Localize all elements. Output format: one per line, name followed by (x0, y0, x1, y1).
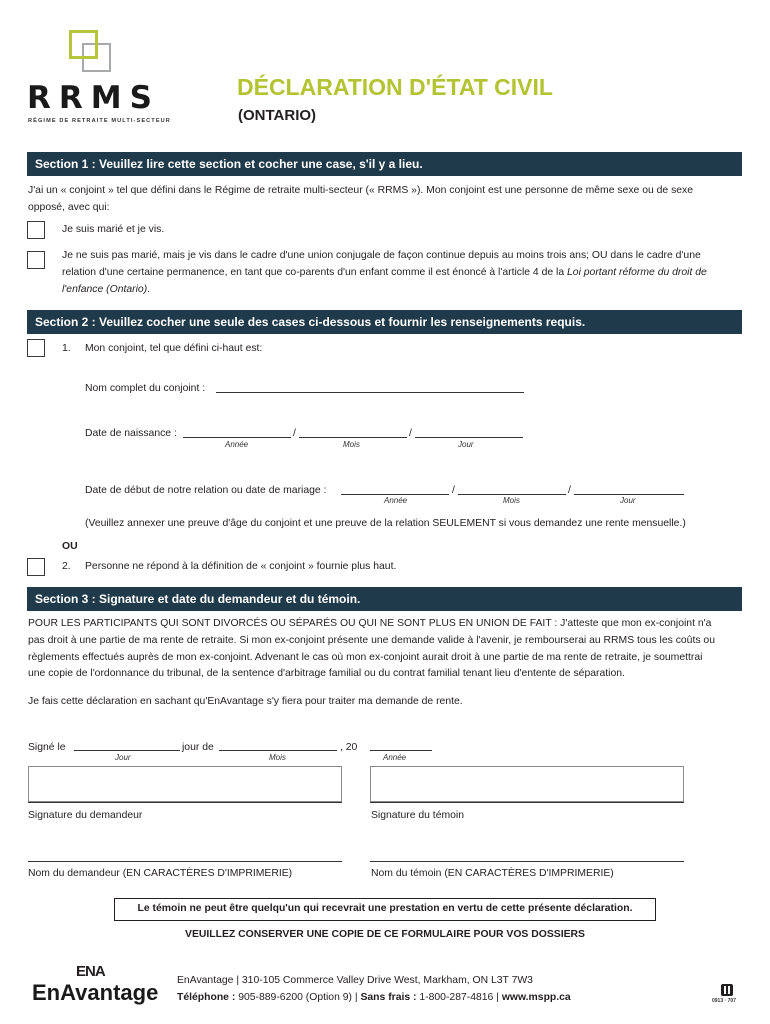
witness-signature-label: Signature du témoin (371, 810, 464, 821)
item2-number: 2. (62, 561, 71, 572)
dob-slash-1: / (293, 428, 296, 439)
enavantage-logo-text: EnAvantage (32, 980, 159, 1005)
item1-text: Mon conjoint, tel que défini ci-haut est: (85, 343, 263, 354)
start-date-label: Date de début de notre relation ou date de mariage : (85, 485, 327, 496)
witness-signature-line (370, 802, 684, 803)
no-spouse-checkbox[interactable] (27, 558, 45, 576)
tollfree-label: Sans frais : (360, 992, 417, 1003)
signed-label: Signé le (28, 742, 66, 753)
applicant-signature-line (28, 802, 342, 803)
applicant-signature-label: Signature du demandeur (28, 810, 143, 821)
witness-signature-box[interactable] (370, 766, 684, 802)
dob-year-caption: Année (225, 440, 249, 449)
law-title-part1: Loi portant réforme du droit de (567, 267, 707, 278)
dob-month-caption: Mois (343, 440, 360, 449)
signed-year-field[interactable] (370, 750, 432, 751)
rrms-logo-text: RRMS (27, 80, 160, 116)
footer-contact (177, 992, 571, 1003)
dob-label: Date de naissance : (85, 428, 177, 439)
law-title-period: . (147, 284, 151, 295)
signed-year-caption: Année (383, 753, 407, 762)
rrms-logo-subtitle: RÉGIME DE RETRAITE MULTI-SECTEUR (28, 118, 171, 124)
option-common-law-line2-text: relation d'une certaine permanence, en tant que co-parents d'un enfant comme il est énoncé à l'article 4 de la (62, 267, 568, 278)
signed-month-field[interactable] (219, 750, 337, 751)
law-title-part2: l'enfance (Ontario) (62, 284, 148, 295)
applicant-name-label: Nom du demandeur (EN CARACTÈRES D'IMPRIMERIE) (28, 868, 293, 879)
full-name-label: Nom complet du conjoint : (85, 383, 206, 394)
witness-name-label: Nom du témoin (EN CARACTÈRES D'IMPRIMERIE) (371, 868, 614, 879)
dob-day-field[interactable] (415, 437, 523, 438)
option-married-label: Je suis marié et je vis. (62, 224, 165, 235)
start-slash-2: / (568, 485, 571, 496)
start-month-field[interactable] (458, 494, 566, 495)
attach-note: (Veuillez annexer une preuve d'âge du conjoint et une preuve de la relation SEULEMENT si vous demandez une rente mensuelle.) (85, 518, 686, 529)
section1-intro-line1: J'ai un « conjoint » tel que défini dans le Régime de retraite multi-secteur (« RRMS »). Mon conjoint est une personne de même sexe ou de sexe (28, 185, 694, 196)
start-month-caption: Mois (503, 496, 520, 505)
phone-label: Téléphone : (177, 992, 236, 1003)
option-common-law-line1: Je ne suis pas marié, mais je vis dans le cadre d'une union conjugale de façon continue depuis au moins trois ans; OU dans le cadre d'une (62, 250, 701, 261)
logo-square-green (69, 30, 98, 59)
declaration-text: Je fais cette déclaration en sachant qu'EnAvantage s'y fiera pour traiter ma demande de rente. (28, 696, 463, 707)
applicant-name-field[interactable] (28, 861, 342, 862)
item2-text: Personne ne répond à la définition de « conjoint » fournie plus haut. (85, 561, 397, 572)
option-common-law-line2 (62, 264, 707, 281)
witness-name-field[interactable] (370, 861, 684, 862)
item1-number: 1. (62, 343, 71, 354)
or-label: OU (62, 541, 78, 552)
dob-month-field[interactable] (299, 437, 407, 438)
option-common-law-line3 (62, 281, 150, 298)
dob-slash-2: / (409, 428, 412, 439)
signed-day-field[interactable] (74, 750, 180, 751)
section1-intro-line2: opposé, avec qui: (28, 202, 110, 213)
phone-number: 905-889-6200 (Option 9) | (235, 992, 361, 1003)
full-name-field[interactable] (216, 392, 524, 393)
section3-para-line4: une copie de l'ordonnance du tribunal, de la sentence d'arbitrage familial ou du contrat familial tenant lieu d'entente de séparation. (28, 668, 625, 679)
union-label-number: 0913 · 707 (712, 998, 736, 1004)
common-law-checkbox[interactable] (27, 251, 45, 269)
witness-notice: Le témoin ne peut être quelqu'un qui recevrait une prestation en vertu de cette présente déclaration. (114, 898, 656, 921)
enavantage-logo-mark: ENA (76, 963, 105, 980)
start-slash-1: / (452, 485, 455, 496)
dob-year-field[interactable] (183, 437, 291, 438)
section3-para-line3: règlements effectués auprès de mon ex-conjoint. Advenant le cas où mon ex-conjoint aurait droit à une partie de ma rente de retraite, je soumettrai (28, 652, 703, 663)
applicant-signature-box[interactable] (28, 766, 342, 802)
start-day-caption: Jour (620, 496, 636, 505)
year-prefix-label: , 20 (340, 742, 358, 753)
married-checkbox[interactable] (27, 221, 45, 239)
signed-day-caption: Jour (115, 753, 131, 762)
document-subtitle: (ONTARIO) (238, 107, 317, 124)
start-year-field[interactable] (341, 494, 449, 495)
signed-month-caption: Mois (269, 753, 286, 762)
section1-heading: Section 1 : Veuillez lire cette section et cocher une case, s'il y a lieu. (27, 152, 742, 176)
spouse-checkbox[interactable] (27, 339, 45, 357)
tollfree-number: 1-800-287-4816 | (416, 992, 502, 1003)
section2-heading: Section 2 : Veuillez cocher une seule des cases ci-dessous et fournir les renseignements requis. (27, 310, 742, 334)
section3-heading: Section 3 : Signature et date du demandeur et du témoin. (27, 587, 742, 611)
start-year-caption: Année (384, 496, 408, 505)
section3-para-line2: pas droit à une partie de ma rente de retraite. Si mon ex-conjoint présente une demande valide à l'avenir, je rembourserai au RRMS tous les coûts ou (28, 635, 715, 646)
day-of-label: jour de (182, 742, 214, 753)
start-day-field[interactable] (574, 494, 684, 495)
keep-copy-notice: VEUILLEZ CONSERVER UNE COPIE DE CE FORMULAIRE POUR VOS DOSSIERS (185, 929, 585, 940)
document-title: DÉCLARATION D'ÉTAT CIVIL (237, 74, 553, 100)
section3-para-line1: POUR LES PARTICIPANTS QUI SONT DIVORCÉS OU SÉPARÉS OU QUI NE SONT PLUS EN UNION DE FAIT : J'atteste que mon ex-conjoint n'a (28, 618, 712, 629)
dob-day-caption: Jour (458, 440, 474, 449)
website-link[interactable]: www.mspp.ca (501, 992, 571, 1003)
footer-address: EnAvantage | 310-105 Commerce Valley Drive West, Markham, ON L3T 7W3 (177, 975, 533, 986)
